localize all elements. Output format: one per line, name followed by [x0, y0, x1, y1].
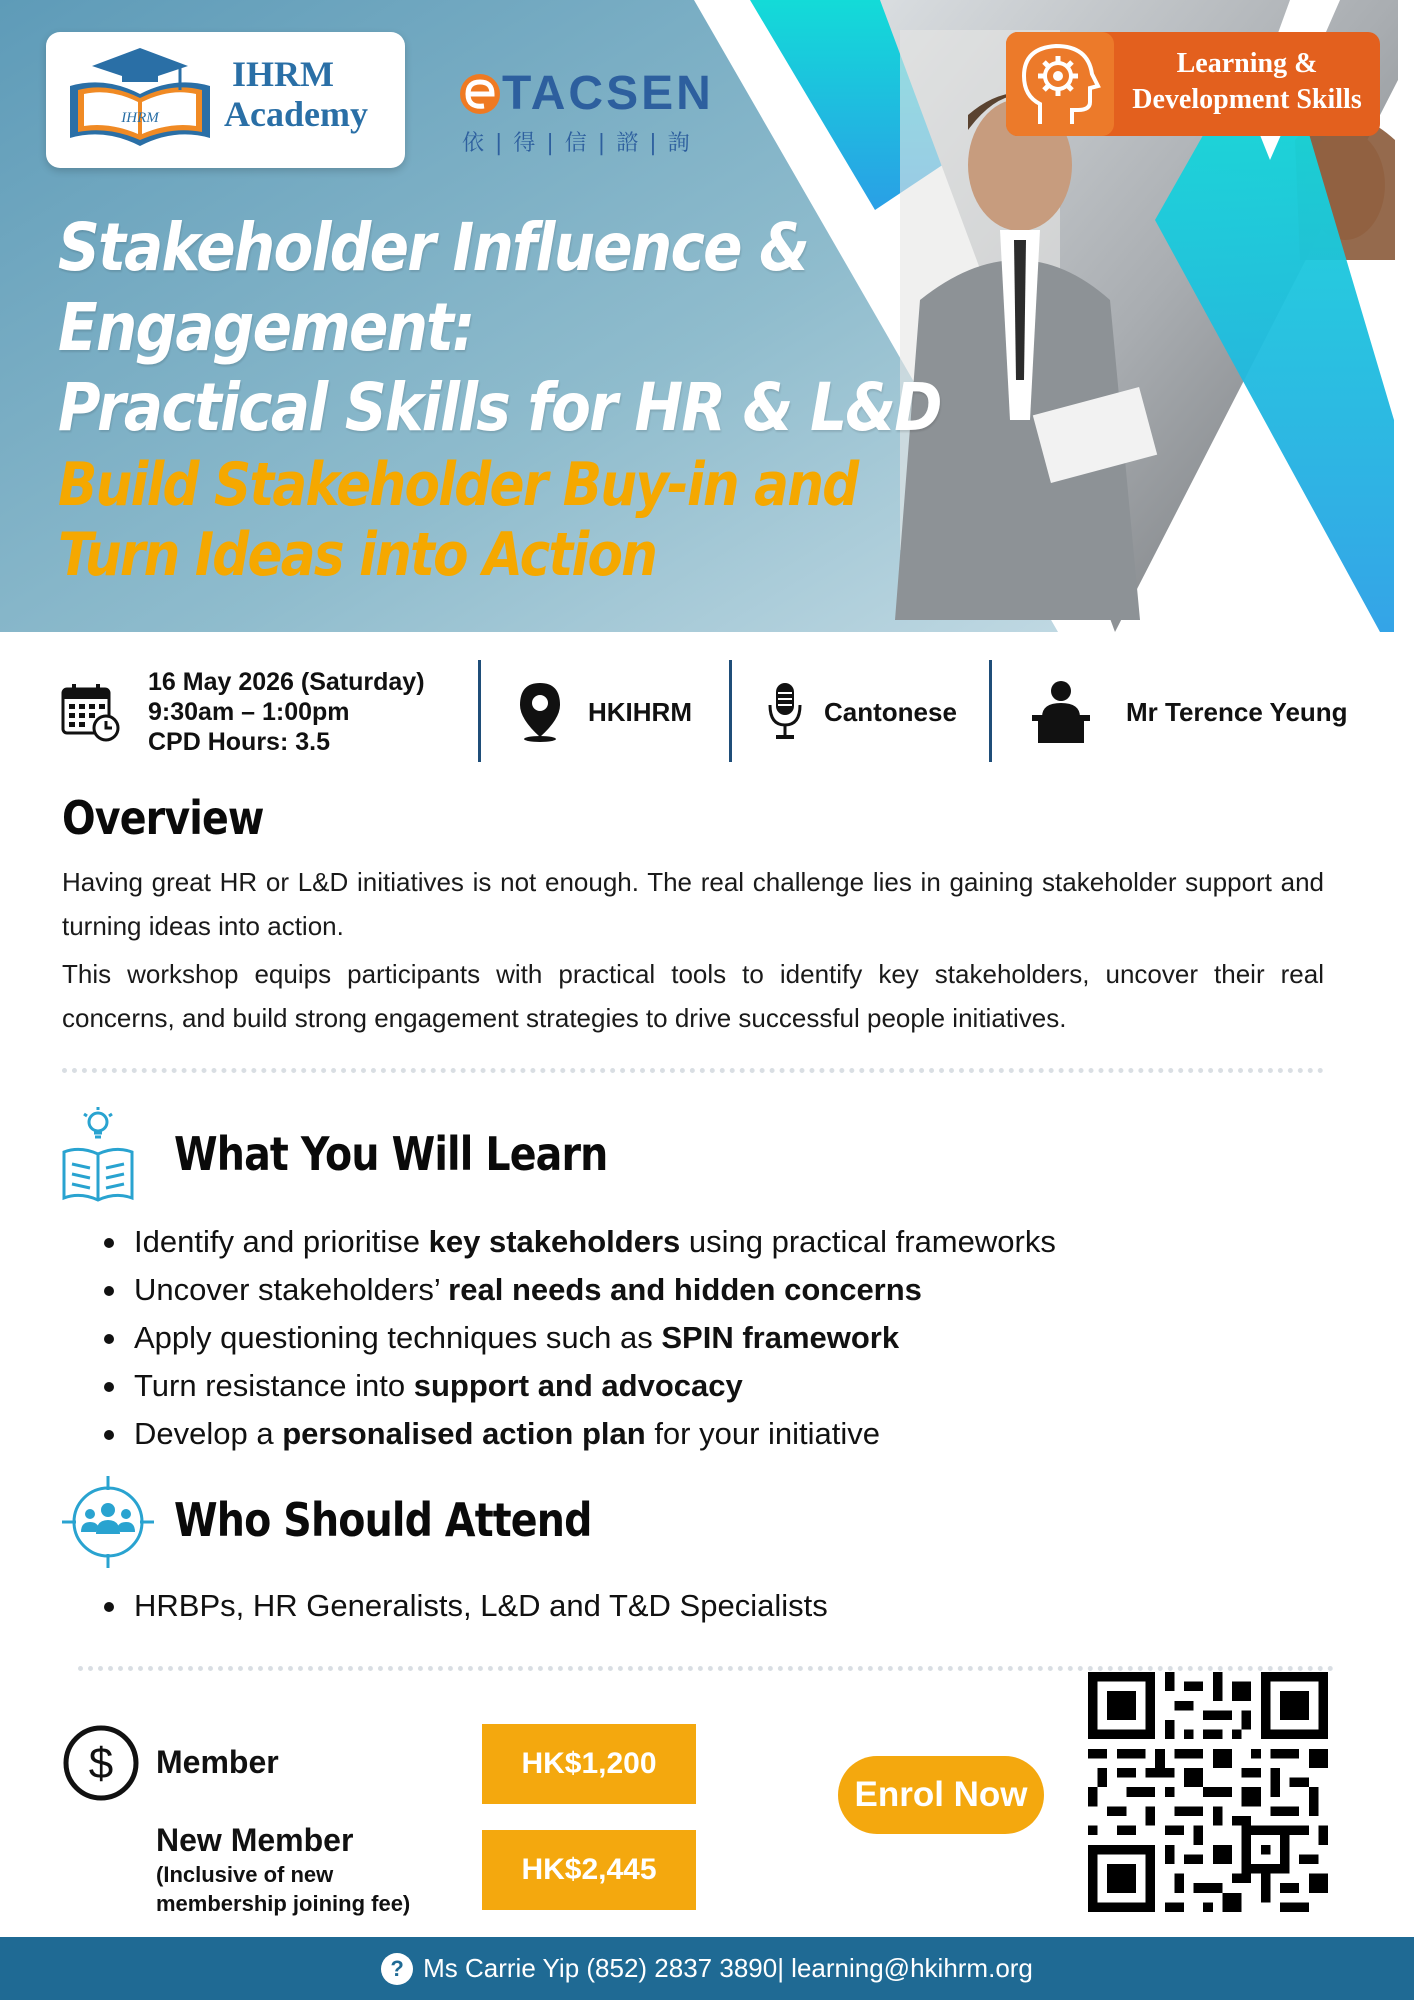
list-item: Uncover stakeholders’ real needs and hidden concerns — [100, 1266, 1056, 1314]
badge-line-1: Learning & — [1176, 48, 1318, 79]
overview-paragraph-1: Having great HR or L&D initiatives is not enough. The real challenge lies in gaining stakeholder support and turning ideas into action. — [62, 867, 1324, 941]
tacsen-e-icon — [458, 68, 504, 120]
enrol-qr-code[interactable] — [1088, 1672, 1328, 1912]
svg-text:$: $ — [88, 1739, 114, 1788]
language-info — [766, 660, 957, 764]
list-item: HRBPs, HR Generalists, L&D and T&D Specialists — [100, 1582, 828, 1630]
dollar-icon — [62, 1724, 140, 1802]
learn-list — [100, 1218, 1056, 1458]
event-time: 9:30am – 1:00pm — [148, 698, 350, 726]
trainer-info — [1030, 660, 1348, 764]
overview-paragraph-2: This workshop equips participants with practical tools to identify key stakeholders, uncover their real concerns, and build strong engagement strategies to drive successful people initiatives. — [62, 959, 1324, 1033]
info-divider — [989, 660, 992, 762]
head-gear-icon — [1006, 32, 1114, 136]
member-label: Member — [156, 1744, 279, 1780]
language-label: Cantonese — [824, 696, 957, 727]
microphone-icon — [766, 681, 804, 743]
logo-emblem-text: IHRM — [121, 110, 159, 126]
course-subtitle — [58, 450, 858, 590]
logo-line-2: Academy — [224, 94, 368, 134]
target-audience-icon — [60, 1474, 156, 1570]
venue-label: HKIHRM — [588, 696, 692, 727]
speaker-podium-icon — [1030, 679, 1092, 745]
hero-banner — [0, 0, 1414, 632]
new-member-price: HK$2,445 — [482, 1830, 696, 1910]
title-line-1: Stakeholder Influence & — [58, 209, 809, 286]
logo-wordmark — [224, 54, 368, 134]
date-info — [60, 660, 425, 764]
contact-text[interactable]: Ms Carrie Yip (852) 2837 3890| learning@hkihrm.org — [423, 1953, 1033, 1983]
tacsen-chinese-tagline: 依 | 得 | 信 | 諮 | 詢 — [462, 131, 692, 156]
event-info-bar — [0, 660, 1414, 764]
badge-line-2: Development Skills — [1132, 84, 1362, 115]
course-title — [58, 208, 941, 448]
title-line-2: Engagement: — [58, 289, 474, 366]
attend-list — [100, 1582, 828, 1630]
member-price: HK$1,200 — [482, 1724, 696, 1804]
trainer-label: Mr Terence Yeung — [1126, 696, 1348, 727]
info-divider — [729, 660, 732, 762]
enrol-now-button[interactable]: Enrol Now — [838, 1756, 1044, 1834]
event-date: 16 May 2026 (Saturday) — [148, 668, 425, 696]
question-icon: ? — [381, 1953, 413, 1985]
info-divider — [478, 660, 481, 762]
new-member-note-line-1: (Inclusive of new — [156, 1862, 334, 1887]
location-pin-icon — [516, 681, 564, 743]
tacsen-wordmark: TACSEN — [502, 67, 714, 120]
title-line-3: Practical Skills for HR & L&D — [58, 369, 941, 446]
subtitle-line-1: Build Stakeholder Buy-in and — [58, 450, 858, 520]
calendar-clock-icon — [60, 681, 122, 743]
list-item: Develop a personalised action plan for your initiative — [100, 1410, 1056, 1458]
list-item: Apply questioning techniques such as SPIN framework — [100, 1314, 1056, 1362]
book-lightbulb-icon — [60, 1106, 140, 1206]
logo-line-1: IHRM — [232, 54, 334, 94]
dotted-divider — [78, 1666, 1334, 1671]
venue-info — [516, 660, 692, 764]
new-member-note — [156, 1860, 410, 1918]
attend-heading: Who Should Attend — [174, 1493, 592, 1547]
new-member-note-line-2: membership joining fee) — [156, 1891, 411, 1916]
graduation-book-icon — [60, 46, 220, 154]
new-member-label: New Member — [156, 1822, 354, 1858]
ihrm-academy-logo — [46, 32, 405, 168]
learn-heading: What You Will Learn — [174, 1127, 608, 1181]
overview-heading: Overview — [62, 791, 264, 845]
category-badge — [1006, 32, 1380, 136]
contact-footer — [0, 1937, 1414, 2000]
subtitle-line-2: Turn Ideas into Action — [58, 520, 657, 590]
list-item: Identify and prioritise key stakeholders using practical frameworks — [100, 1218, 1056, 1266]
dotted-divider — [62, 1068, 1324, 1073]
cpd-hours: CPD Hours: 3.5 — [148, 728, 330, 756]
list-item: Turn resistance into support and advocacy — [100, 1362, 1056, 1410]
